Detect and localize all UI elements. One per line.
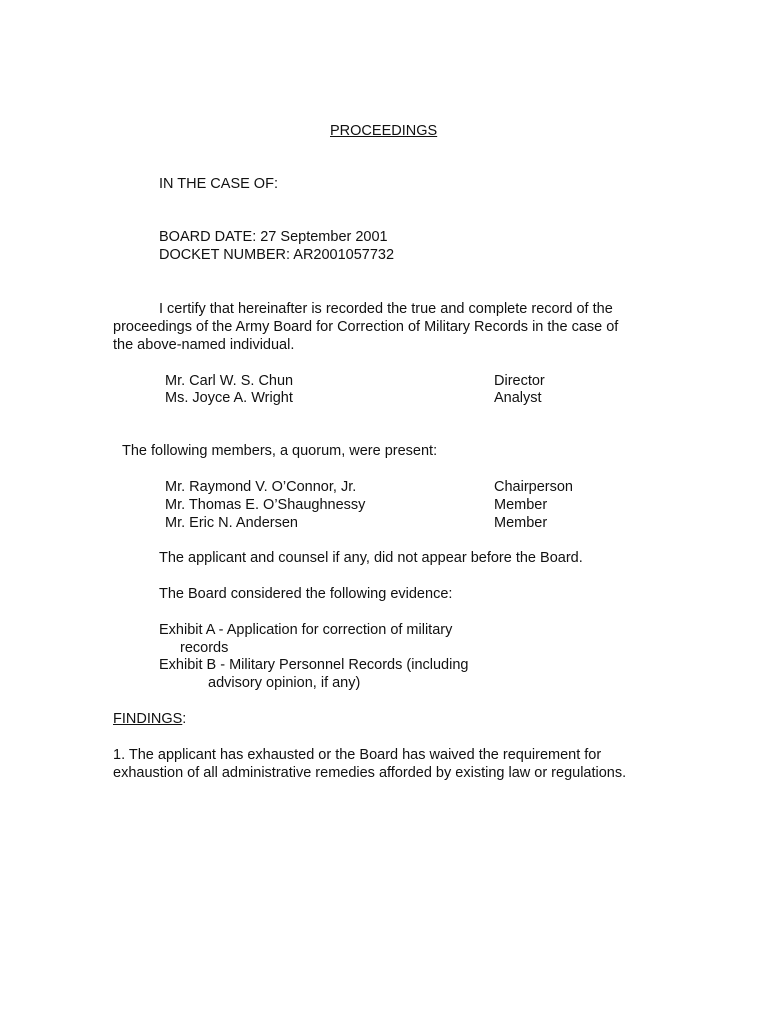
appearance-text: The applicant and counsel if any, did not appear before the Board. — [159, 550, 583, 566]
member-role: Member — [494, 515, 548, 531]
case-label: IN THE CASE OF: — [159, 176, 278, 192]
exhibit-line: Exhibit A - Application for correction of military — [159, 622, 453, 638]
docket-number: DOCKET NUMBER: AR2001057732 — [159, 247, 395, 263]
findings-colon: : — [182, 711, 187, 727]
certify-line: proceedings of the Army Board for Correction of Military Records in the case of — [113, 319, 619, 335]
staff-name: Mr. Carl W. S. Chun — [165, 373, 294, 389]
member-role: Member — [494, 497, 548, 513]
member-name: Mr. Raymond V. O’Connor, Jr. — [165, 479, 357, 495]
findings-heading — [113, 710, 186, 728]
evidence-intro: The Board considered the following evidence: — [159, 586, 453, 602]
member-name: Mr. Thomas E. O’Shaughnessy — [165, 497, 366, 513]
staff-role: Director — [494, 373, 545, 389]
board-date: BOARD DATE: 27 September 2001 — [159, 229, 388, 245]
exhibit-line: records — [180, 640, 229, 656]
page-title: PROCEEDINGS — [330, 123, 438, 139]
members-intro: The following members, a quorum, were present: — [122, 443, 438, 459]
exhibit-line: Exhibit B - Military Personnel Records (including — [159, 657, 469, 673]
member-name: Mr. Eric N. Andersen — [165, 515, 298, 531]
certify-line: I certify that hereinafter is recorded the true and complete record of the — [159, 301, 613, 317]
certify-line: the above-named individual. — [113, 337, 295, 353]
finding-line: 1. The applicant has exhausted or the Board has waived the requirement for — [113, 747, 602, 763]
findings-label: FINDINGS — [113, 711, 183, 727]
finding-line: exhaustion of all administrative remedies afforded by existing law or regulations. — [113, 765, 627, 781]
member-role: Chairperson — [494, 479, 573, 495]
exhibit-line: advisory opinion, if any) — [208, 675, 361, 691]
staff-role: Analyst — [494, 390, 542, 406]
staff-name: Ms. Joyce A. Wright — [165, 390, 293, 406]
